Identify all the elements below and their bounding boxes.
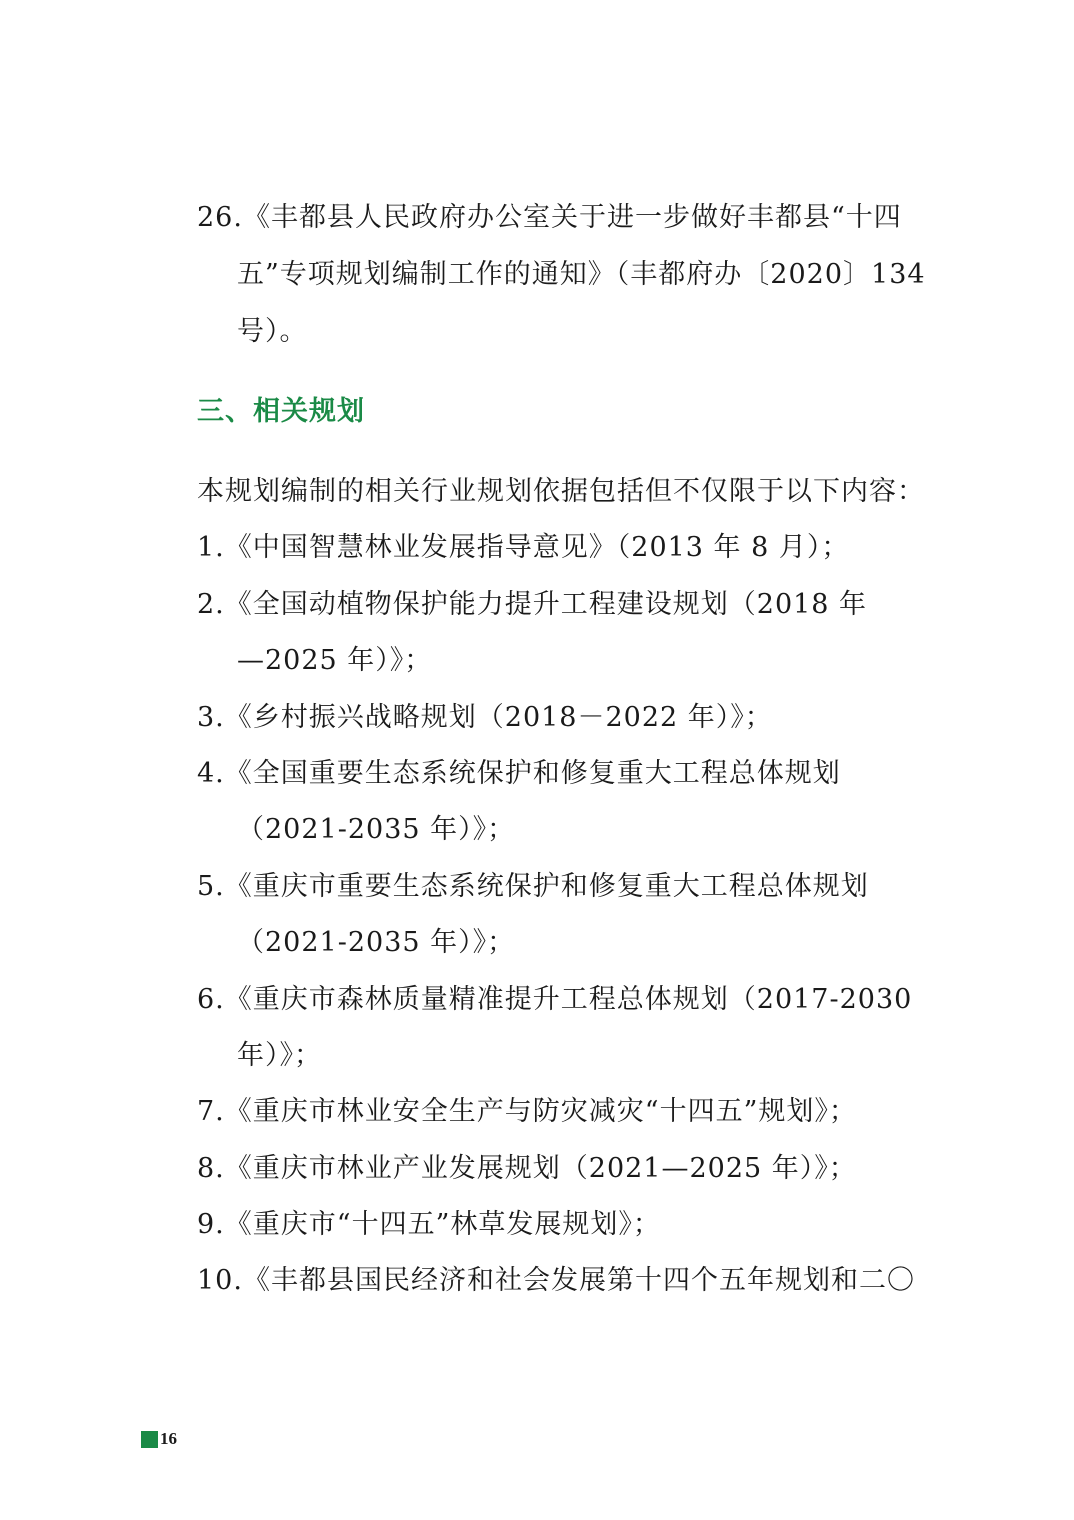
list-item-2-line-1: 2.《全国动植物保护能力提升工程建设规划（2018 年 — [197, 589, 868, 620]
list-item-3: 3.《乡村振兴战略规划（2018－2022 年）》； — [197, 702, 773, 733]
list-item-2-line-2: —2025 年）》； — [237, 645, 433, 676]
page-number: 16 — [160, 1429, 177, 1448]
list-item-4-line-1: 4.《全国重要生态系统保护和修复重大工程总体规划 — [197, 758, 841, 789]
item-26-line-3: 号）。 — [237, 316, 308, 347]
list-item-6-line-1: 6.《重庆市森林质量精准提升工程总体规划（2017-2030 — [197, 984, 913, 1015]
list-item-4-line-2: （2021-2035 年）》； — [237, 814, 516, 845]
intro-paragraph: 本规划编制的相关行业规划依据包括但不仅限于以下内容： — [197, 476, 925, 507]
page-footer — [141, 1429, 177, 1449]
list-item-10: 10.《丰都县国民经济和社会发展第十四个五年规划和二〇 — [197, 1265, 915, 1296]
list-item-1: 1.《中国智慧林业发展指导意见》（2013 年 8 月）； — [197, 532, 850, 563]
item-26-line-1: 26.《丰都县人民政府办公室关于进一步做好丰都县“十四 — [197, 202, 902, 233]
section-heading: 三、相关规划 — [197, 396, 365, 427]
list-item-7: 7.《重庆市林业安全生产与防灾减灾“十四五”规划》； — [197, 1096, 857, 1127]
list-item-8: 8.《重庆市林业产业发展规划（2021—2025 年）》； — [197, 1153, 857, 1184]
list-item-5-line-1: 5.《重庆市重要生态系统保护和修复重大工程总体规划 — [197, 871, 869, 902]
page-marker-square-icon — [141, 1431, 158, 1448]
list-item-6-line-2: 年）》； — [237, 1040, 322, 1071]
list-item-9: 9.《重庆市“十四五”林草发展规划》； — [197, 1209, 661, 1240]
list-item-5-line-2: （2021-2035 年）》； — [237, 927, 516, 958]
item-26-line-2: 五”专项规划编制工作的通知》（丰都府办〔2020〕134 — [237, 259, 926, 290]
